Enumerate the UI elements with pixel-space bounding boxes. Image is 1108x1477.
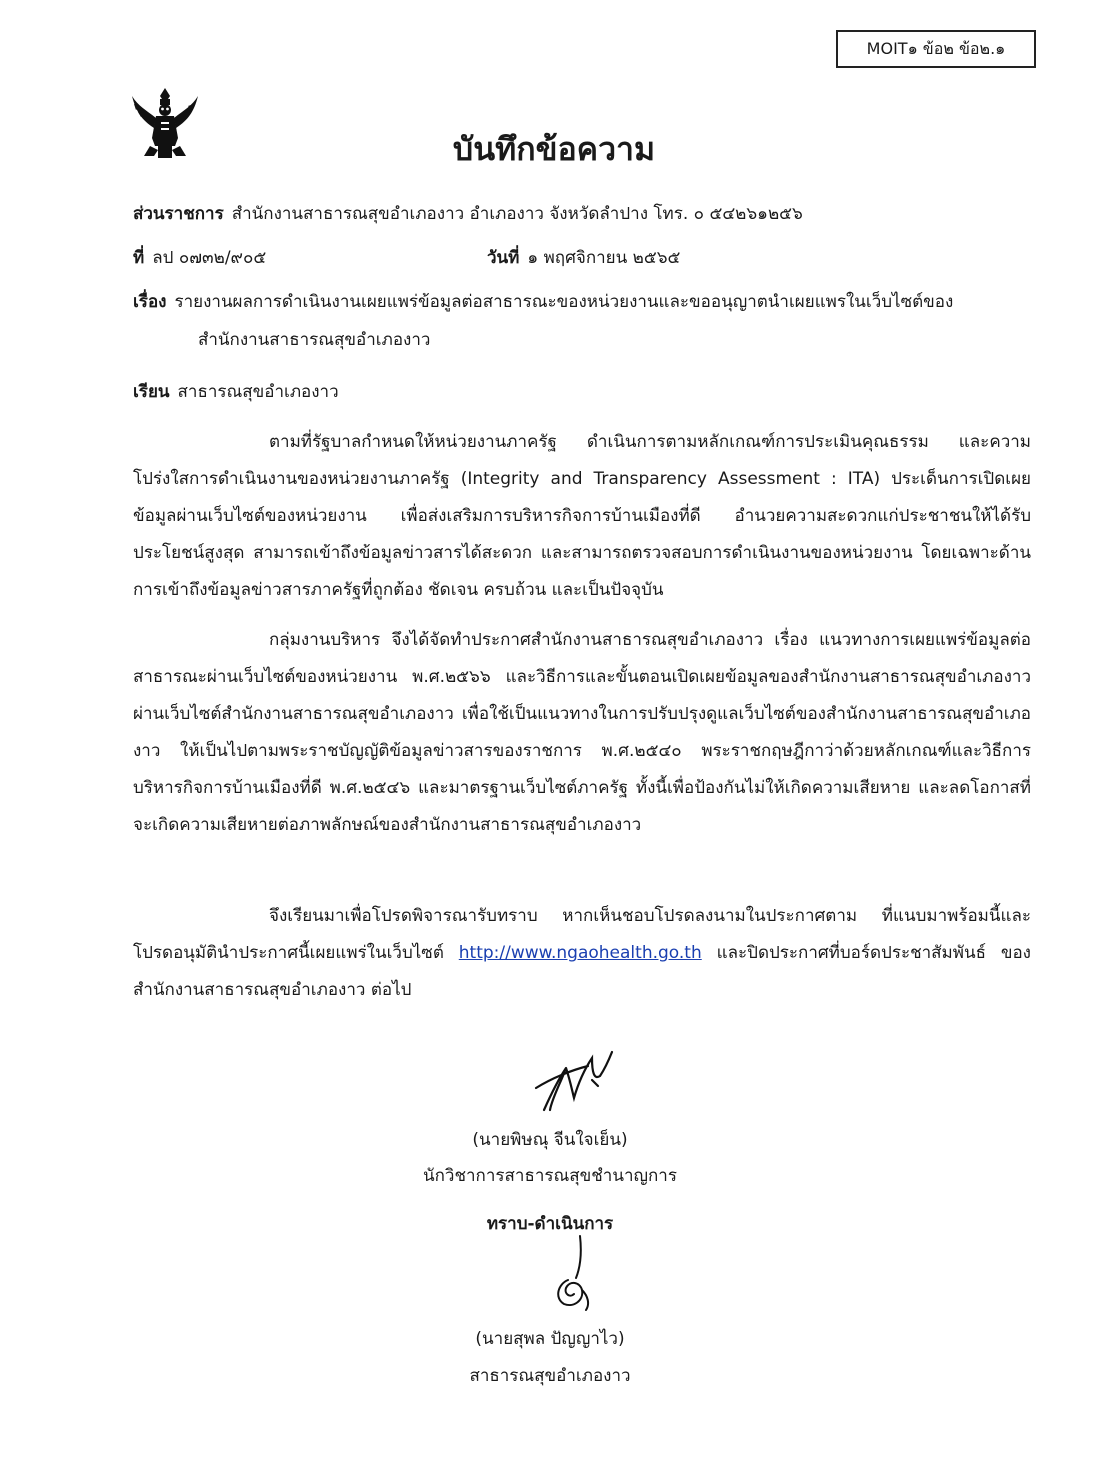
body-paragraph-2-text: กลุ่มงานบริหาร จึงได้จัดทำประกาศสำนักงานสาธารณสุขอำเภองาว เรื่อง แนวทางการเผยแพร่ข้อมูลต่อสาธารณะผ่านเว็บไซต์ของหน่วยงาน พ.ศ.๒๕๖๖ และวิธีการและขั้นตอนเปิดเผยข้อมูลของสำนักงานสาธารณสุขอำเภองาว ผ่านเว็บไซต์สำนักงานสาธารณสุขอำเภองาว เพื่อใช้เป็นแนวทางในการปรับปรุงดูแลเว็บไซต์ของสำนักงานสาธารณสุขอำเภองาว ให้เป็นไปตามพระราชบัญญัติข้อมูลข่าวสารของราชการ พ.ศ.๒๕๔๐ พระราชกฤษฎีกาว่าด้วยหลักเกณฑ์และวิธีการบริหารกิจการบ้านเมืองที่ดี พ.ศ.๒๕๔๖ และมาตรฐานเว็บไซต์ภาครัฐ ทั้งนี้เพื่อป้องกันไม่ให้เกิดความเสียหาย และลดโอกาสที่จะเกิดความเสียหายต่อภาพลักษณ์ของสำนักงานสาธารณสุขอำเภองาว (133, 630, 1031, 835)
document-reference-code: MOIT๑ ข้อ๒ ข้อ๒.๑ (836, 30, 1036, 68)
body-paragraph-1-text: ตามที่รัฐบาลกำหนดให้หน่วยงานภาครัฐ ดำเนินการตามหลักเกณฑ์การประเมินคุณธรรม และความโปร่งใสการดำเนินงานของหน่วยงานภาครัฐ (Integrity and Transparency Assessment : ITA) ประเด็นการเปิดเผยข้อมูลผ่านเว็บไซต์ของหน่วยงาน เพื่อส่งเสริมการบริหารกิจการบ้านเมืองที่ดี อำนวยความสะดวกแก่ประชาชนให้ได้รับประโยชน์สูงสุด สามารถเข้าถึงข้อมูลข่าวสารได้สะดวก และสามารถตรวจสอบการดำเนินงานของหน่วยงาน โดยเฉพาะด้านการเข้าถึงข้อมูลข่าวสารภาครัฐที่ถูกต้อง ชัดเจน ครบถ้วน และเป็นปัจจุบัน (133, 432, 1031, 600)
salutation-value: สาธารณสุขอำเภองาว (177, 382, 339, 402)
subject-text-line2: สำนักงานสาธารณสุขอำเภองาว (198, 330, 431, 350)
signer-1-position: นักวิชาการสาธารณสุขชำนาญการ (423, 1166, 677, 1186)
signer-1-name: (นายพิษณุ จีนใจเย็น) (472, 1130, 628, 1150)
subject-text-line1: รายงานผลการดำเนินงานเผยแพร่ข้อมูลต่อสาธารณะของหน่วยงานและขออนุญาตนำเผยแพรในเว็บไซต์ของ (174, 292, 954, 312)
body-paragraph-3 (133, 898, 1031, 1009)
body-paragraph-1 (133, 424, 1031, 609)
agency-value: สำนักงานสาธารณสุขอำเภองาว อำเภองาว จังหวัดลำปาง โทร. ๐ ๕๔๒๖๑๒๕๖ (231, 204, 803, 224)
signer-2-position: สาธารณสุขอำเภองาว (469, 1366, 631, 1386)
memo-title: บันทึกข้อความ (452, 130, 656, 168)
agency-line (133, 200, 803, 227)
signer-2-name: (นายสุพล ปัญญาไว) (475, 1329, 625, 1349)
website-link[interactable]: http://www.ngaohealth.go.th (458, 943, 702, 963)
date-label: วันที่ (487, 248, 520, 268)
salutation-label: เรียน (133, 382, 170, 402)
body-paragraph-3-end: และปิดประกาศที่บอร์ดประชาสัมพันธ์ ของสำนักงานสาธารณสุขอำเภองาว ต่อไป (133, 943, 1031, 1000)
signature-2 (540, 1234, 610, 1312)
agency-label: ส่วนราชการ (133, 204, 224, 224)
document-number-line (133, 244, 266, 271)
date-value: ๑ พฤศจิกายน ๒๕๖๕ (527, 248, 681, 268)
salutation-line (133, 378, 339, 405)
body-paragraph-2 (133, 622, 1031, 844)
document-number-value: ลป ๐๗๓๒/๙๐๕ (152, 248, 267, 268)
document-number-label: ที่ (133, 248, 145, 268)
body-paragraph-3-start: จึงเรียนมาเพื่อโปรดพิจารณารับทราบ หากเห็นชอบโปรดลงนามในประกาศตาม ที่แนบมาพร้อมนี้และโปรดอนุมัตินำประกาศนี้เผยแพร่ในเว็บไซต์ (133, 906, 1031, 963)
body-paragraph-3-text (133, 898, 1031, 1009)
subject-label: เรื่อง (133, 292, 167, 312)
subject-line (133, 288, 953, 315)
signature-1 (522, 1040, 622, 1120)
approval-note: ทราบ-ดำเนินการ (486, 1214, 614, 1234)
date-line (487, 244, 680, 271)
